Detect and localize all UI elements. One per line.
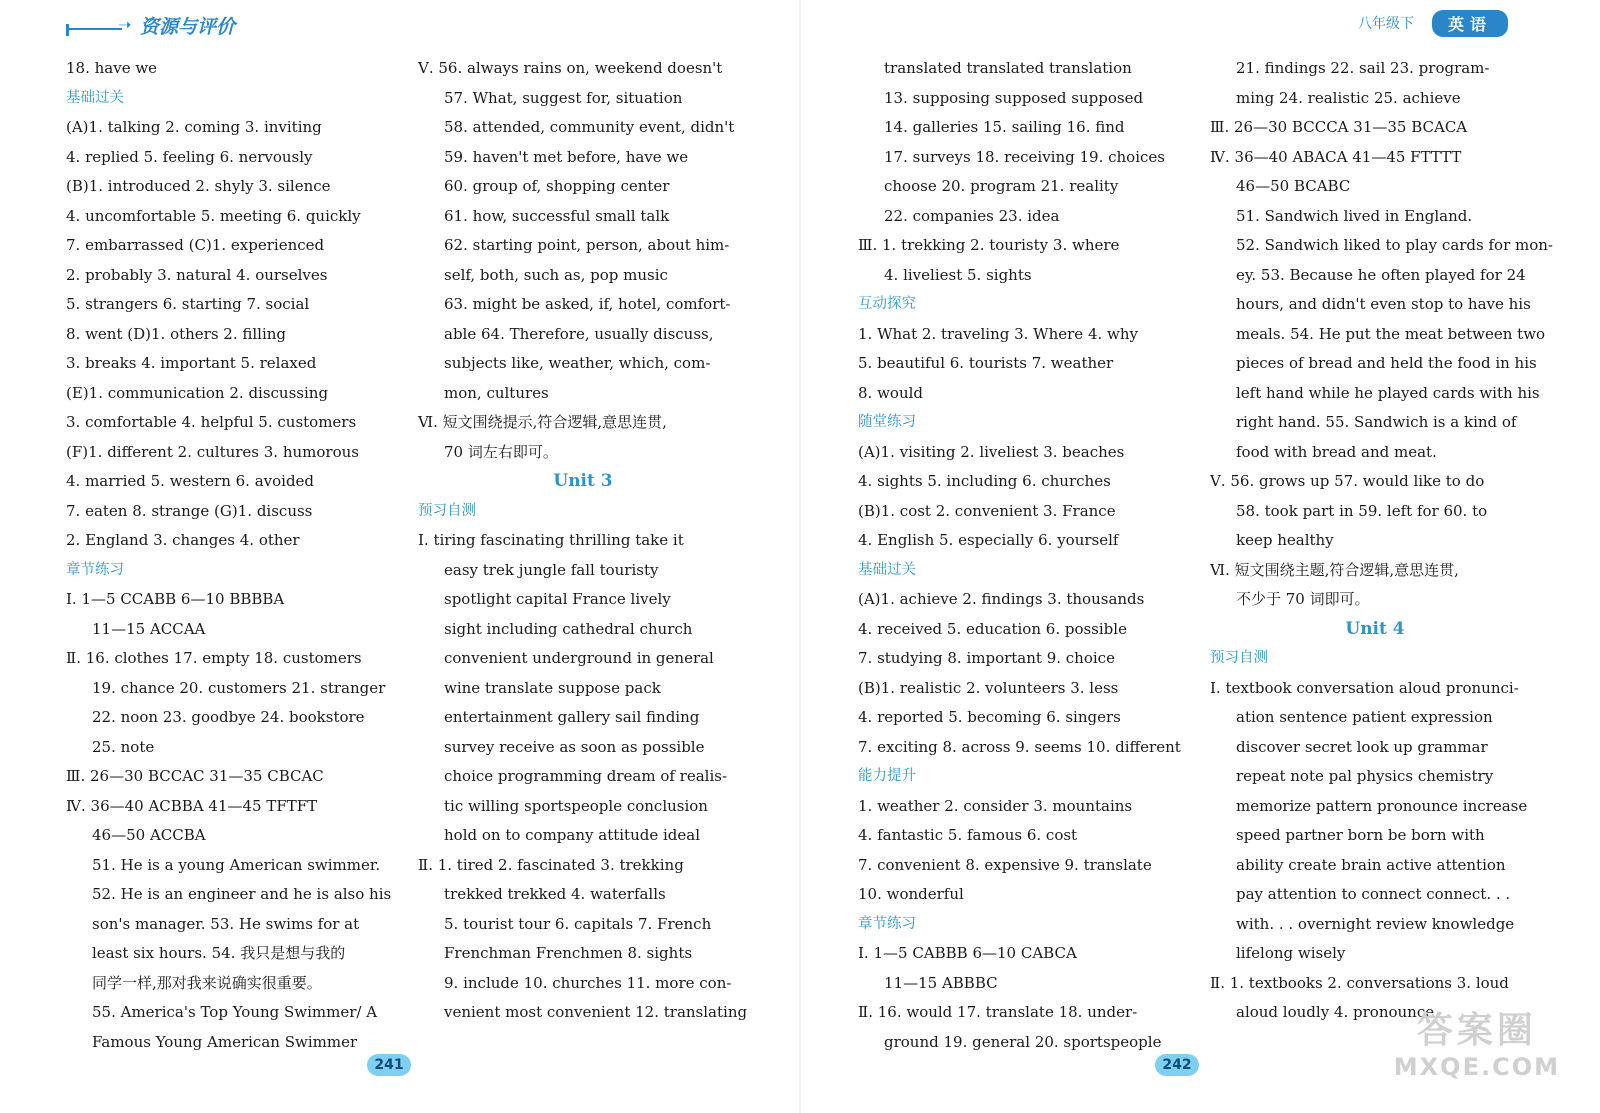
answer-line: mon, cultures — [444, 383, 549, 402]
answer-line: venient most convenient 12. translating — [444, 1003, 748, 1021]
answer-line: self, both, such as, pop music — [444, 265, 668, 284]
answer-line: 9. include 10. churches 11. more con- — [444, 973, 732, 992]
answer-line: ability create brain active attention — [1236, 855, 1506, 874]
answer-line: trekked trekked 4. waterfalls — [444, 885, 666, 903]
answer-line: meals. 54. He put the meat between two — [1236, 324, 1546, 343]
answer-line: Ⅰ. textbook conversation aloud pronunci- — [1210, 678, 1519, 697]
answer-line: 57. What, suggest for, situation — [444, 88, 683, 107]
answer-line: 62. starting point, person, about him- — [444, 236, 730, 254]
watermark — [1394, 1002, 1560, 1081]
header-right — [1358, 10, 1508, 36]
answer-line: translated translated translation — [884, 59, 1132, 77]
answer-line: 61. how, successful small talk — [444, 206, 670, 225]
answer-line: 3. breaks 4. important 5. relaxed — [66, 354, 317, 372]
answer-line: with. . . overnight review knowledge — [1236, 914, 1515, 933]
answer-line: 7. convenient 8. expensive 9. translate — [858, 855, 1152, 874]
answer-line: 4. reported 5. becoming 6. singers — [858, 708, 1121, 726]
answer-line: discover secret look up grammar — [1236, 737, 1488, 756]
answer-line: entertainment gallery sail finding — [444, 708, 700, 726]
answer-line: survey receive as soon as possible — [444, 737, 705, 756]
answer-line: (B)1. introduced 2. shyly 3. silence — [66, 177, 331, 195]
answer-line: keep healthy — [1236, 531, 1334, 549]
answer-line: 7. studying 8. important 9. choice — [858, 649, 1115, 667]
subject-badge: 英语 — [1432, 10, 1508, 37]
answer-line: hold on to company attitude ideal — [444, 826, 700, 844]
answer-line: repeat note pal physics chemistry — [1236, 767, 1494, 785]
answer-line: 13. supposing supposed supposed — [884, 88, 1144, 107]
answer-line: 7. exciting 8. across 9. seems 10. different — [858, 737, 1181, 756]
answer-line: ation sentence patient expression — [1236, 708, 1493, 726]
answer-line: 4. fantastic 5. famous 6. cost — [858, 826, 1078, 844]
answer-line: Ⅳ. 36—40 ABACA 41—45 FTTTT — [1210, 147, 1462, 166]
unit-title: Unit 3 — [553, 471, 613, 491]
answer-line: 10. wonderful — [858, 885, 964, 903]
answer-line: pieces of bread and held the food in his — [1236, 354, 1537, 372]
answer-line: Ⅴ. 56. always rains on, weekend doesn't — [418, 59, 723, 77]
answer-line: 11—15 ABBBC — [884, 973, 998, 992]
answer-line: 14. galleries 15. sailing 16. find — [884, 118, 1125, 136]
answer-line: convenient underground in general — [444, 649, 714, 667]
answer-line: Ⅳ. 36—40 ACBBA 41—45 TFTFT — [66, 796, 318, 815]
answer-line: food with bread and meat. — [1236, 442, 1437, 461]
answer-line: 19. chance 20. customers 21. stranger — [92, 678, 386, 697]
answer-line: Ⅱ. 1. textbooks 2. conversations 3. loud — [1210, 973, 1509, 992]
answer-line: 1. weather 2. consider 3. mountains — [858, 796, 1133, 815]
answer-line: choose 20. program 21. reality — [884, 177, 1119, 195]
column-1 — [66, 54, 392, 1057]
answer-line: Ⅵ. 短文围绕提示,符合逻辑,意思连贯, — [418, 413, 667, 431]
answer-line: 59. haven't met before, have we — [444, 147, 689, 166]
section-heading: 预习自测 — [418, 502, 476, 519]
answer-line: 52. He is an engineer and he is also his — [92, 885, 392, 903]
right-page — [800, 0, 1600, 1113]
answer-line: 51. Sandwich lived in England. — [1236, 206, 1473, 225]
answer-line: ground 19. general 20. sportspeople — [884, 1032, 1162, 1051]
answer-line: 7. eaten 8. strange (G)1. discuss — [66, 501, 313, 520]
answer-line: Ⅲ. 1. trekking 2. touristy 3. where — [858, 236, 1120, 254]
answer-line: 17. surveys 18. receiving 19. choices — [884, 147, 1165, 166]
answer-line: 60. group of, shopping center — [444, 177, 670, 195]
header-rule — [66, 28, 122, 30]
section-heading: 预习自测 — [1210, 650, 1268, 666]
answer-line: 4. replied 5. feeling 6. nervously — [66, 147, 313, 166]
section-heading: 随堂练习 — [858, 414, 916, 430]
page-number-left: 241 — [367, 1054, 411, 1076]
answer-line: hours, and didn't even stop to have his — [1236, 295, 1531, 313]
answer-line: 22. noon 23. goodbye 24. bookstore — [92, 708, 365, 726]
answer-line: 18. have we — [66, 59, 158, 77]
answer-line: 8. would — [858, 383, 924, 402]
answer-line: ey. 53. Because he often played for 24 — [1236, 265, 1526, 284]
answer-line: 不少于 70 词即可。 — [1236, 590, 1370, 608]
answer-line: Ⅱ. 16. would 17. translate 18. under- — [858, 1003, 1138, 1021]
answer-line: Frenchman Frenchmen 8. sights — [444, 944, 693, 962]
answer-line: Ⅰ. 1—5 CABBB 6—10 CABCA — [858, 944, 1077, 962]
answer-line: 8. went (D)1. others 2. filling — [66, 324, 287, 343]
answer-line: Ⅱ. 1. tired 2. fascinated 3. trekking — [418, 855, 684, 874]
column-3 — [858, 54, 1181, 1057]
answer-line: 1. What 2. traveling 3. Where 4. why — [858, 324, 1138, 343]
answer-line: (A)1. talking 2. coming 3. inviting — [66, 118, 322, 136]
answer-line: 同学一样,那对我来说确实很重要。 — [92, 973, 322, 992]
answer-line: able 64. Therefore, usually discuss, — [444, 324, 714, 343]
answer-line: wine translate suppose pack — [444, 678, 661, 697]
answer-line: Ⅰ. tiring fascinating thrilling take it — [418, 531, 684, 549]
watermark-logo-text: 答案圈 — [1416, 1010, 1537, 1051]
answer-line: Ⅲ. 26—30 BCCCA 31—35 BCACA — [1210, 118, 1468, 136]
answer-line: (F)1. different 2. cultures 3. humorous — [66, 442, 359, 461]
answer-line: 4. received 5. education 6. possible — [858, 619, 1127, 638]
answer-line: 70 词左右即可。 — [444, 442, 558, 461]
answer-line: Famous Young American Swimmer — [92, 1032, 358, 1051]
column-4 — [1210, 54, 1553, 1028]
answer-line: son's manager. 53. He swims for at — [92, 914, 360, 933]
answer-line: least six hours. 54. 我只是想与我的 — [92, 944, 346, 962]
answer-line: 4. liveliest 5. sights — [884, 265, 1032, 284]
answer-line: Ⅵ. 短文围绕主题,符合逻辑,意思连贯, — [1210, 560, 1459, 579]
answer-line: tic willing sportspeople conclusion — [444, 796, 708, 815]
header-left — [66, 10, 296, 36]
answer-line: 11—15 ACCAA — [92, 619, 206, 638]
answer-line: ming 24. realistic 25. achieve — [1236, 88, 1461, 107]
answer-line: left hand while he played cards with his — [1236, 383, 1540, 402]
answer-line: 46—50 ACCBA — [92, 826, 206, 844]
answer-line: Ⅴ. 56. grows up 57. would like to do — [1210, 472, 1485, 490]
answer-line: 7. embarrassed (C)1. experienced — [66, 236, 325, 254]
column-2 — [418, 54, 748, 1028]
answer-line: 58. took part in 59. left for 60. to — [1236, 501, 1488, 520]
answer-line: easy trek jungle fall touristy — [444, 560, 659, 579]
header-title: 资源与评价 — [140, 16, 236, 38]
section-heading: 章节练习 — [66, 561, 124, 578]
answer-line: (E)1. communication 2. discussing — [66, 383, 329, 402]
answer-line: spotlight capital France lively — [444, 590, 671, 608]
section-heading: 能力提升 — [858, 768, 916, 784]
answer-line: 51. He is a young American swimmer. — [92, 855, 381, 874]
answer-line: Ⅲ. 26—30 BCCAC 31—35 CBCAC — [66, 767, 324, 785]
answer-line: 5. beautiful 6. tourists 7. weather — [858, 354, 1114, 372]
arrow-icon: ➝ — [118, 15, 132, 34]
answer-line: 58. attended, community event, didn't — [444, 118, 735, 136]
answer-line: pay attention to connect connect. . . — [1236, 885, 1511, 903]
answer-line: (B)1. realistic 2. volunteers 3. less — [858, 678, 1119, 697]
unit-title: Unit 4 — [1345, 618, 1405, 639]
watermark-url: MXQE.COM — [1393, 1053, 1560, 1081]
answer-line: Ⅰ. 1—5 CCABB 6—10 BBBBA — [66, 590, 285, 608]
answer-line: 4. married 5. western 6. avoided — [66, 472, 315, 490]
section-heading: 基础过关 — [858, 561, 916, 578]
section-heading: 章节练习 — [858, 915, 916, 932]
answer-line: subjects like, weather, which, com- — [444, 354, 711, 372]
answer-line: speed partner born be born with — [1236, 826, 1485, 844]
page-number-right: 242 — [1155, 1054, 1199, 1076]
answer-line: Ⅱ. 16. clothes 17. empty 18. customers — [66, 649, 362, 667]
answer-line: 21. findings 22. sail 23. program- — [1236, 59, 1490, 77]
answer-line: 25. note — [92, 737, 155, 756]
section-heading: 基础过关 — [66, 89, 124, 106]
answer-line: memorize pattern pronounce increase — [1236, 796, 1528, 815]
answer-line: 63. might be asked, if, hotel, comfort- — [444, 295, 731, 313]
answer-line: 5. strangers 6. starting 7. social — [66, 295, 310, 313]
section-heading: 互动探究 — [858, 296, 916, 312]
answer-line: (A)1. visiting 2. liveliest 3. beaches — [858, 442, 1125, 461]
answer-line: 2. probably 3. natural 4. ourselves — [66, 265, 328, 284]
answer-line: 3. comfortable 4. helpful 5. customers — [66, 413, 357, 431]
answer-line: aloud loudly 4. pronounce — [1236, 1003, 1435, 1021]
header-bar — [66, 24, 69, 36]
answer-line: 22. companies 23. idea — [884, 206, 1060, 225]
answer-line: lifelong wisely — [1236, 944, 1346, 962]
answer-line: 5. tourist tour 6. capitals 7. French — [444, 914, 712, 933]
answer-line: (B)1. cost 2. convenient 3. France — [858, 501, 1116, 520]
answer-line: choice programming dream of realis- — [444, 767, 728, 785]
answer-line: (A)1. achieve 2. findings 3. thousands — [858, 590, 1145, 608]
answer-line: 55. America's Top Young Swimmer/ A — [92, 1003, 378, 1021]
answer-line: right hand. 55. Sandwich is a kind of — [1236, 413, 1517, 431]
answer-line: 46—50 BCABC — [1236, 177, 1351, 195]
answer-line: 4. English 5. especially 6. yourself — [858, 531, 1119, 549]
answer-line: 4. uncomfortable 5. meeting 6. quickly — [66, 206, 361, 225]
answer-line: sight including cathedral church — [444, 619, 693, 638]
grade-label: 八年级下 — [1357, 16, 1414, 32]
answer-line: 2. England 3. changes 4. other — [66, 531, 300, 549]
answer-line: 52. Sandwich liked to play cards for mon- — [1236, 236, 1553, 254]
answer-line: 4. sights 5. including 6. churches — [858, 472, 1111, 490]
